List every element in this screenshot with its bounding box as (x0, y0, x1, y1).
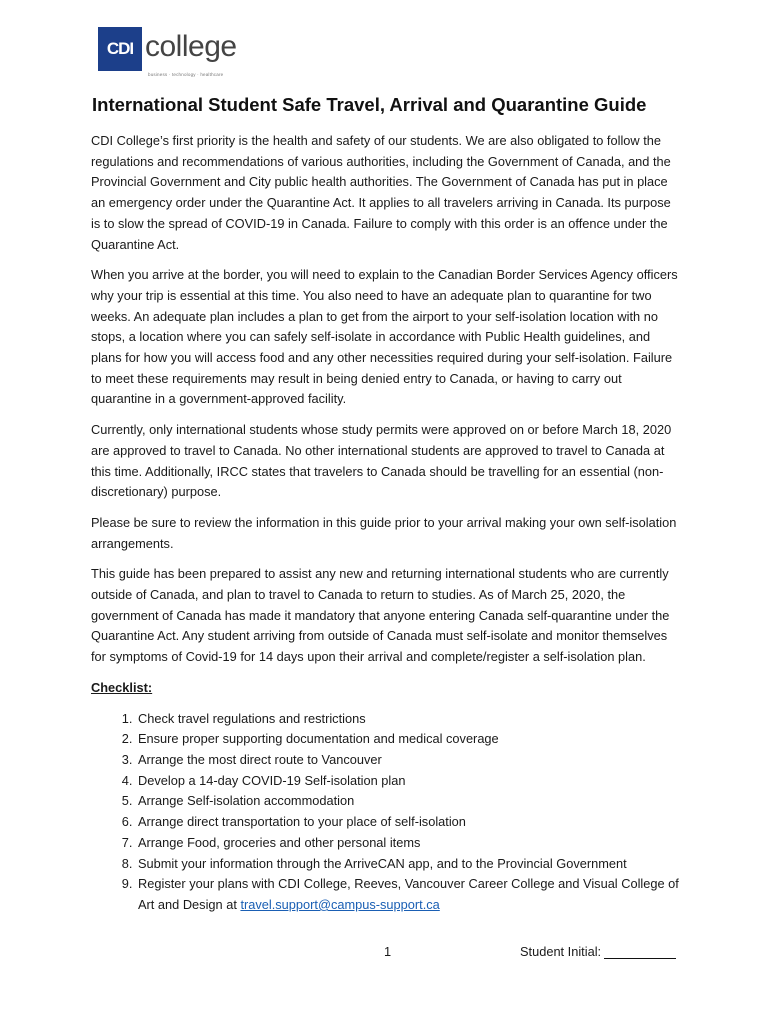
checklist-item: 7. Arrange Food, groceries and other personal items (136, 833, 681, 854)
student-initial (520, 944, 676, 959)
paragraph-eligibility: Currently, only international students whose study permits were approved on or before March 18, 2020 are approved to travel to Canada. No other international students are approved to travel to Canada at this time. Additionally, IRCC states that travelers to Canada should be travelling for an essential (non- discretionary) purpose. (91, 422, 672, 500)
checklist-heading: Checklist: (91, 679, 153, 695)
logo-tagline: business · technology · healthcare (148, 72, 224, 77)
checklist-item: 6. Arrange direct transportation to your place of self-isolation (136, 812, 681, 833)
checklist-item: 3. Arrange the most direct route to Vancouver (136, 750, 681, 771)
checklist-item-register (136, 874, 681, 915)
paragraph-intro: CDI College’s first priority is the health and safety of our students. We are also obligated to follow the regulations and recommendations of various authorities, including the Government of Canada, and the Provincial Government and City public health authorities. The Government of Canada has put in place an emergency order under the Quarantine Act. It applies to all travelers arriving in Canada. Its purpose is to slow the spread of COVID-19 in Canada. Failure to comply with this order is an offence under the Quarantine Act. (91, 133, 671, 252)
support-email-link[interactable]: travel.support@campus-support.ca (240, 896, 440, 912)
logo-wordmark: college (145, 30, 237, 63)
logo-mark: CDI (98, 27, 142, 71)
checklist-item: 1. Check travel regulations and restrictions (136, 709, 681, 730)
paragraph-purpose: This guide has been prepared to assist any new and returning international students who are currently outside of Canada, and plan to travel to Canada to return to studies. As of March 25, 2020, the government of Canada has made it mandatory that anyone entering Canada self-quarantine under the Quarantine Act. Any student arriving from outside of Canada must self-isolate and monitor themselves for symptoms of Covid-19 for 14 days upon their arrival and complete/register a self-isolation plan. (91, 566, 670, 665)
student-initial-field[interactable] (604, 945, 676, 959)
checklist-item: 4. Develop a 14-day COVID-19 Self-isolation plan (136, 771, 681, 792)
cdi-college-logo (98, 27, 248, 81)
paragraph-review: Please be sure to review the information in this guide prior to your arrival making your own self-isolation arrangements. (91, 514, 677, 551)
paragraph-border: When you arrive at the border, you will need to explain to the Canadian Border Services Agency officers why your trip is essential at this time. You also need to have an adequate plan to quarantine for two weeks. An adequate plan includes a plan to get from the airport to your self-isolation location with no stops, a location where you can safely self-isolate in accordance with Public Health guidelines, and plans for how you will access food and any other necessities required during your self-isolation. Failure to meet these requirements may result in being denied entry to Canada, or having to carry out quarantine in a government-approved facility. (91, 267, 678, 407)
checklist (91, 709, 681, 916)
checklist-item-text: Register your plans with CDI College, Reeves, Vancouver Career College and Visual College of Art and Design at (138, 876, 679, 912)
checklist-item: 5. Arrange Self-isolation accommodation (136, 791, 681, 812)
page-title: International Student Safe Travel, Arrival and Quarantine Guide (92, 94, 647, 115)
document-body (91, 131, 681, 916)
page-number: 1 (384, 944, 392, 959)
checklist-item: 2. Ensure proper supporting documentation and medical coverage (136, 729, 681, 750)
checklist-item: 8. Submit your information through the ArriveCAN app, and to the Provincial Government (136, 854, 681, 875)
student-initial-label: Student Initial: (520, 944, 602, 959)
